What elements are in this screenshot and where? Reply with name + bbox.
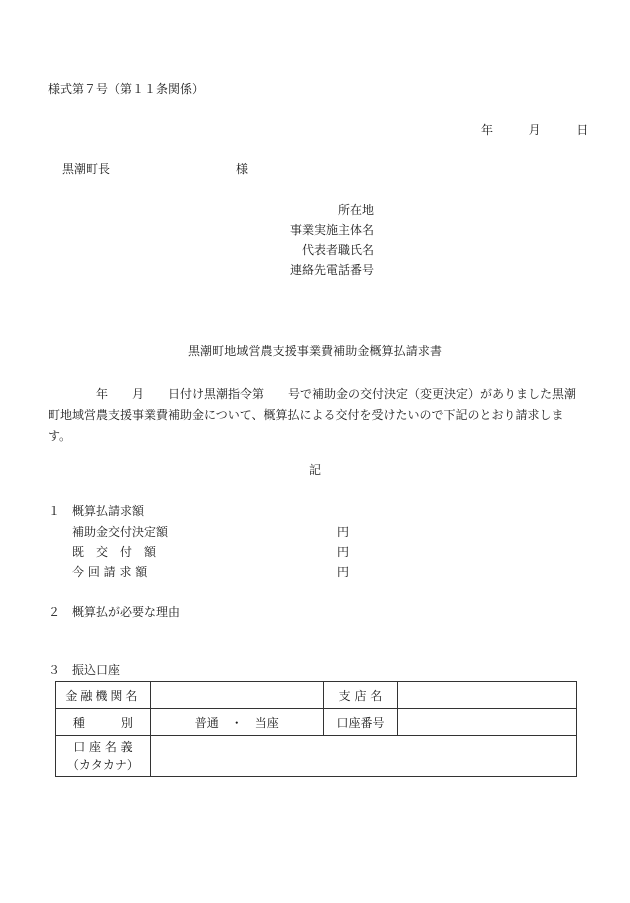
document-title: 黒潮町地域営農支援事業費補助金概算払請求書 bbox=[187, 344, 443, 358]
branch-name-value[interactable] bbox=[398, 682, 577, 709]
applicant-phone: 連絡先電話番号 bbox=[289, 263, 374, 277]
account-number-label: 口座番号 bbox=[323, 709, 398, 736]
section-2-title: 概算払が必要な理由 bbox=[72, 605, 181, 619]
row-label-decided: 補助金交付決定額 bbox=[72, 525, 169, 539]
form-id: 様式第７号（第１１条関係） bbox=[48, 82, 205, 96]
addressee-name: 黒潮町長 bbox=[62, 162, 111, 176]
bank-account-table bbox=[55, 681, 577, 777]
yen-unit-1: 円 bbox=[337, 525, 350, 539]
date-day: 日 bbox=[576, 123, 589, 137]
table-row bbox=[56, 736, 577, 777]
table-row bbox=[56, 709, 577, 736]
ki-heading: 記 bbox=[308, 463, 321, 477]
account-holder-label-line2: （カタカナ） bbox=[66, 758, 139, 772]
section-2-number: ２ bbox=[48, 605, 61, 619]
account-number-value[interactable] bbox=[398, 709, 577, 736]
account-type-options[interactable]: 普通 ・ 当座 bbox=[150, 709, 323, 736]
bank-name-value[interactable] bbox=[150, 682, 323, 709]
bank-name-label: 金融機関名 bbox=[56, 682, 151, 709]
account-holder-label-line1: 口 座 名 義 bbox=[73, 740, 133, 754]
section-3-title: 振込口座 bbox=[72, 663, 121, 677]
applicant-entity-name: 事業実施主体名 bbox=[289, 223, 374, 237]
table-row bbox=[56, 682, 577, 709]
body-paragraph bbox=[48, 384, 583, 447]
account-holder-value[interactable] bbox=[150, 736, 576, 777]
section-1-heading bbox=[48, 505, 144, 517]
section-2-heading bbox=[48, 606, 180, 618]
section-3-number: ３ bbox=[48, 663, 61, 677]
date-month: 月 bbox=[528, 123, 541, 137]
account-holder-label bbox=[56, 736, 151, 777]
body-year: 年 bbox=[96, 387, 109, 401]
row-label-this-request: 今 回 請 求 額 bbox=[72, 565, 148, 579]
section-1-title: 概算払請求額 bbox=[72, 504, 145, 518]
section-1-number: １ bbox=[48, 504, 61, 518]
applicant-representative: 代表者職氏名 bbox=[301, 243, 374, 257]
addressee bbox=[62, 162, 249, 176]
yen-unit-3: 円 bbox=[337, 565, 350, 579]
addressee-honorific: 様 bbox=[236, 162, 249, 176]
body-month: 月 bbox=[132, 387, 145, 401]
row-label-already-paid: 既 交 付 額 bbox=[72, 545, 157, 559]
date-line bbox=[481, 124, 588, 136]
branch-name-label: 支 店 名 bbox=[323, 682, 398, 709]
applicant-location: 所在地 bbox=[337, 203, 374, 217]
body-text-2: 号で補助金の交付決定（変更決定）がありました黒潮町地域営農支援事業費補助金について、概算払による交付を受けたいので下記のとおり請求します。 bbox=[48, 387, 577, 443]
body-text-1: 日付け黒潮指令第 bbox=[168, 387, 265, 401]
section-3-heading bbox=[48, 664, 120, 676]
account-type-label: 種 別 bbox=[56, 709, 151, 736]
date-year: 年 bbox=[481, 123, 494, 137]
yen-unit-2: 円 bbox=[337, 545, 350, 559]
